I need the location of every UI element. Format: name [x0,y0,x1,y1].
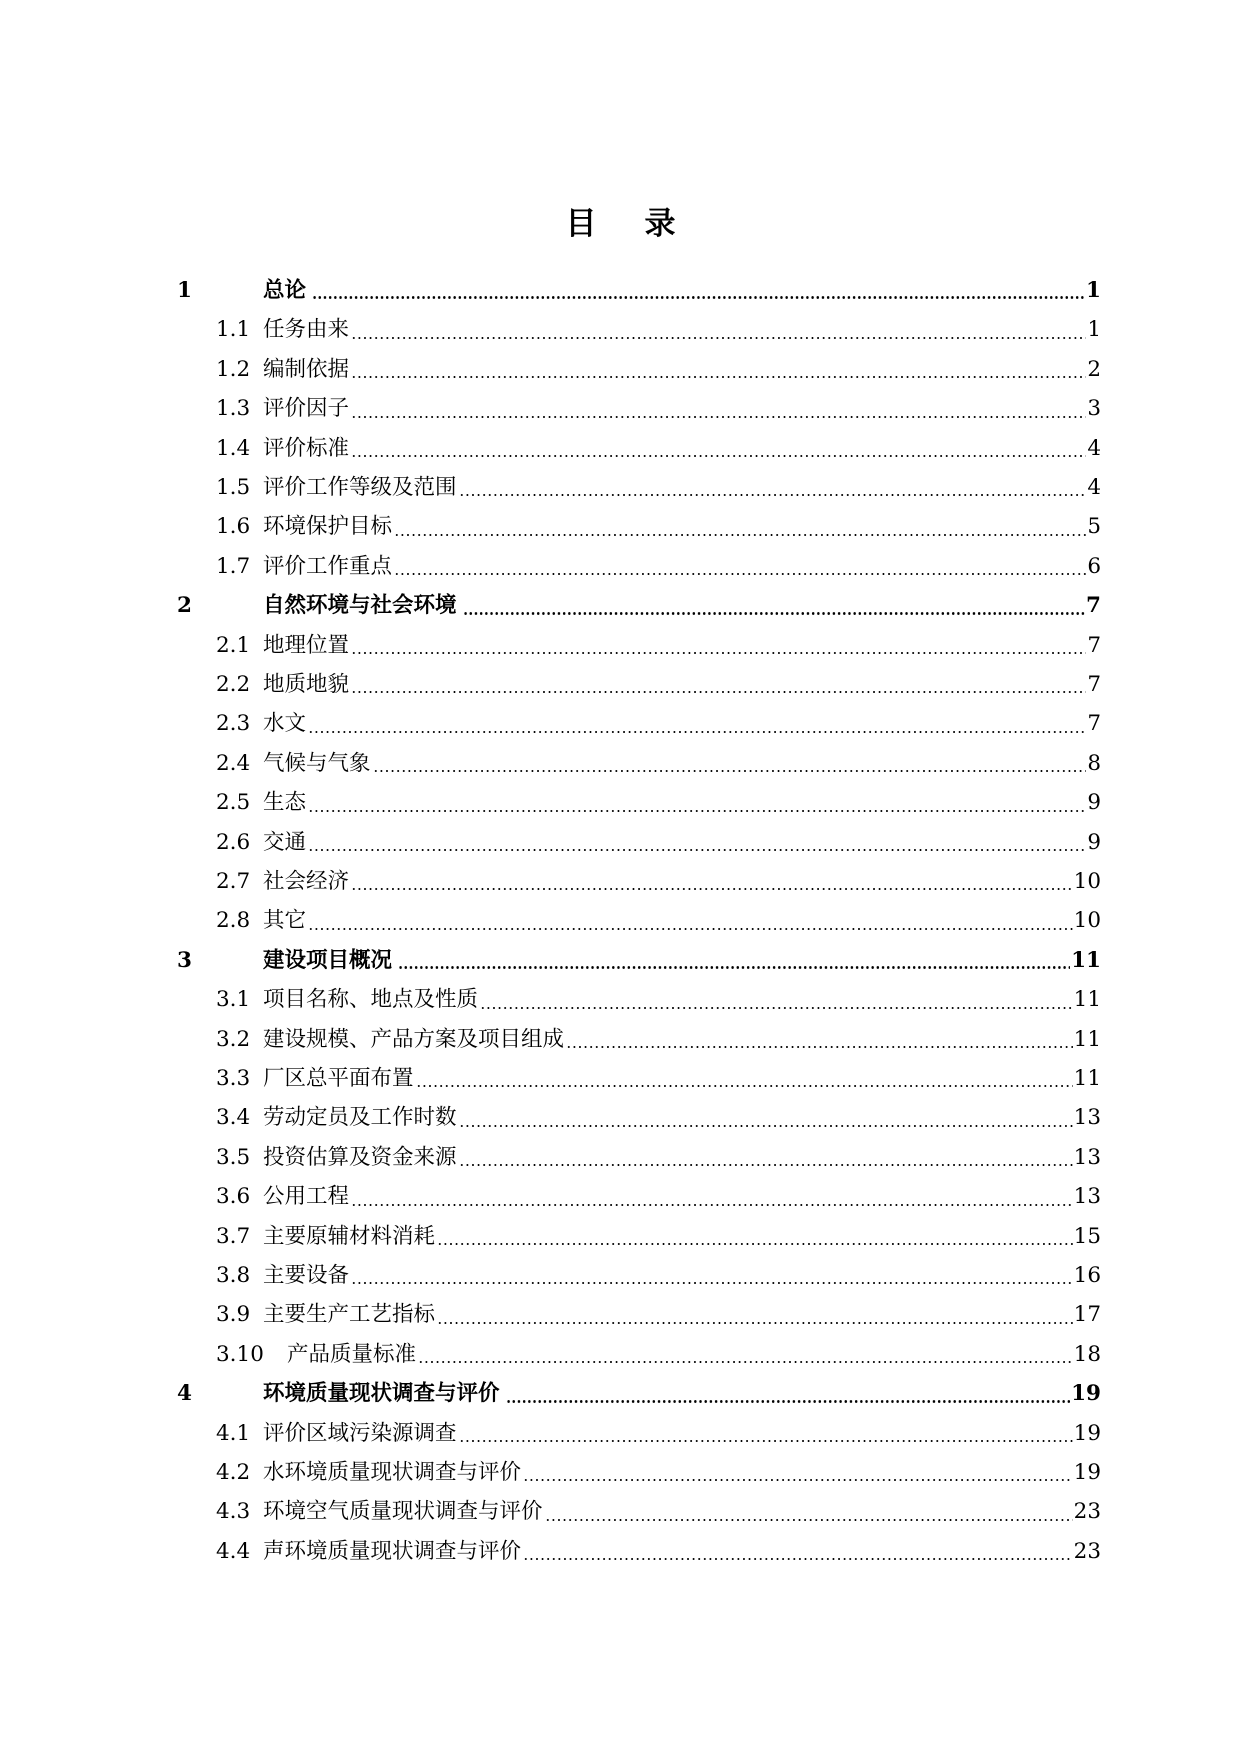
toc-title [0,204,1241,244]
toc-section-entry[interactable] [0,901,1241,940]
toc-entry-number: 2.2 [216,672,251,697]
toc-section-entry[interactable] [0,389,1241,428]
toc-entry-number: 2.4 [216,750,251,776]
toc-entry-title: 水环境质量现状调查与评价 [263,1460,522,1485]
toc-entry-title: 评价工作等级及范围 [263,475,457,500]
toc-entry-page: 4 [1087,435,1101,461]
toc-entry-page: 23 [1073,1499,1101,1525]
toc-dot-leader [351,888,1073,890]
toc-section-entry[interactable] [0,1217,1241,1256]
toc-section-entry[interactable] [0,1335,1241,1374]
toc-entry-page: 1 [1086,278,1101,303]
toc-dot-leader [351,376,1086,378]
toc-entry-title: 项目名称、地点及性质 [263,987,479,1013]
toc-dot-leader [351,416,1086,418]
toc-entry-page: 6 [1087,553,1101,579]
toc-entry-title: 声环境质量现状调查与评价 [263,1538,522,1564]
toc-entry-title: 产品质量标准 [287,1341,417,1367]
toc-entry-title: 主要生产工艺指标 [263,1302,436,1328]
toc-dot-leader [506,1400,1071,1403]
toc-entry-number: 4 [177,1381,192,1407]
toc-dot-leader [373,770,1087,772]
toc-entry-number: 1.6 [216,514,251,540]
toc-entry-title: 评价工作重点 [263,553,393,579]
toc-dot-leader [394,534,1086,536]
toc-entry-number: 1.4 [216,435,251,461]
toc-entry-title: 其它 [263,908,307,934]
toc-entry-number: 3.10 [216,1341,264,1367]
toc-dot-leader [308,928,1073,930]
toc-entry-number: 1.1 [216,317,251,343]
toc-dot-leader [351,1282,1073,1284]
toc-entry-number: 3.8 [216,1263,251,1288]
toc-entry-title: 社会经济 [263,869,350,894]
toc-entry-page: 16 [1073,1263,1101,1288]
toc-entry-title: 厂区总平面布置 [263,1066,414,1091]
toc-section-entry[interactable] [0,1020,1241,1059]
toc-entry-title: 评价因子 [263,396,350,422]
toc-entry-title: 投资估算及资金来源 [263,1144,457,1170]
toc-entry-number: 1.7 [216,553,251,579]
toc-dot-leader [459,1164,1073,1166]
toc-title-char-2: 录 [644,206,676,242]
toc-entry-page: 9 [1087,790,1101,816]
toc-section-entry[interactable] [0,665,1241,704]
toc-entry-title: 水文 [263,711,307,737]
toc-entry-page: 13 [1073,1105,1101,1131]
toc-entry-number: 3.7 [216,1223,251,1249]
toc-entry-title: 自然环境与社会环境 [263,593,457,619]
toc-entry-title: 环境保护目标 [263,514,393,540]
toc-dot-leader [463,612,1086,615]
toc-dot-leader [480,1007,1073,1009]
toc-entry-title: 任务由来 [263,317,350,343]
toc-entry-number: 1.3 [216,396,251,422]
toc-section-entry[interactable] [0,626,1241,665]
toc-entry-number: 2.7 [216,869,251,894]
toc-entry-title: 环境空气质量现状调查与评价 [263,1499,543,1525]
toc-entry-page: 11 [1073,1026,1101,1052]
toc-entry-page: 13 [1073,1144,1101,1170]
toc-entry-page: 19 [1073,1420,1101,1446]
toc-section-entry[interactable] [0,862,1241,901]
toc-dot-leader [418,1361,1073,1363]
toc-entry-page: 19 [1071,1381,1101,1407]
toc-entry-title: 评价区域污染源调查 [263,1420,457,1446]
toc-entry-title: 地质地貌 [263,672,350,697]
toc-section-entry[interactable] [0,783,1241,822]
toc-entry-title: 地理位置 [263,632,350,658]
toc-section-entry[interactable] [0,1492,1241,1531]
toc-section-entry[interactable] [0,350,1241,389]
toc-entry-title: 公用工程 [263,1184,350,1210]
toc-dot-leader [545,1519,1073,1521]
toc-entry-page: 10 [1073,869,1101,894]
toc-entry-title: 编制依据 [263,356,350,382]
toc-section-entry[interactable] [0,429,1241,468]
toc-section-entry[interactable] [0,1098,1241,1137]
toc-entry-number: 2.8 [216,908,251,934]
toc-entry-number: 4.2 [216,1460,251,1485]
toc-dot-leader [308,849,1086,851]
toc-entry-number: 2.1 [216,632,251,658]
toc-section-entry[interactable] [0,310,1241,349]
toc-section-entry[interactable] [0,547,1241,586]
toc-entry-page: 9 [1087,829,1101,855]
toc-entry-page: 11 [1071,947,1101,973]
toc-entry-page: 13 [1073,1184,1101,1210]
toc-entry-number: 3 [177,947,192,973]
toc-entry-title: 环境质量现状调查与评价 [263,1381,500,1407]
toc-entry-page: 18 [1073,1341,1101,1367]
toc-chapter-entry[interactable] [0,941,1241,980]
toc-entry-page: 19 [1073,1460,1101,1485]
toc-entry-page: 3 [1087,396,1101,422]
toc-entry-page: 8 [1087,750,1101,776]
toc-entry-title: 建设规模、产品方案及项目组成 [263,1026,565,1052]
toc-chapter-entry[interactable] [0,271,1241,310]
toc-dot-leader [398,966,1070,969]
toc-dot-leader [351,455,1086,457]
toc-entry-title: 总论 [263,278,307,303]
toc-dot-leader [459,494,1087,496]
toc-entry-number: 3.4 [216,1105,251,1131]
toc-dot-leader [459,1440,1073,1442]
toc-entry-page: 10 [1073,908,1101,934]
toc-dot-leader [437,1322,1073,1324]
toc-dot-leader [437,1243,1073,1245]
toc-title-char-1: 目 [565,206,597,242]
toc-entry-title: 劳动定员及工作时数 [263,1105,457,1131]
toc-entry-page: 7 [1087,632,1101,658]
toc-entry-number: 1.5 [216,475,251,500]
toc-entry-page: 1 [1087,317,1101,343]
toc-entry-number: 3.5 [216,1144,251,1170]
toc-section-entry[interactable] [0,1453,1241,1492]
toc-entry-title: 交通 [263,829,307,855]
toc-entry-page: 15 [1073,1223,1101,1249]
toc-entry-page: 17 [1073,1302,1101,1328]
toc-entry-number: 4.3 [216,1499,251,1525]
toc-entry-number: 2.6 [216,829,251,855]
toc-chapter-entry[interactable] [0,1374,1241,1413]
toc-dot-leader [459,1125,1073,1127]
toc-entry-number: 3.1 [216,987,251,1013]
toc-section-entry[interactable] [0,468,1241,507]
toc-dot-leader [351,337,1086,339]
toc-entry-title: 建设项目概况 [263,947,393,973]
toc-entry-number: 2 [177,593,192,619]
toc-entry-number: 4.1 [216,1420,251,1446]
toc-entry-page: 7 [1087,672,1101,697]
toc-section-entry[interactable] [0,1256,1241,1295]
toc-section-entry[interactable] [0,744,1241,783]
toc-entry-number: 1 [177,278,192,303]
toc-dot-leader [312,296,1085,299]
toc-entry-title: 主要设备 [263,1263,350,1288]
toc-section-entry[interactable] [0,1414,1241,1453]
toc-section-entry[interactable] [0,1059,1241,1098]
toc-entry-page: 4 [1087,475,1101,500]
toc-entry-page: 2 [1087,356,1101,382]
toc-dot-leader [523,1558,1073,1560]
toc-dot-leader [351,652,1086,654]
toc-entry-title: 生态 [263,790,307,816]
toc-entry-page: 5 [1087,514,1101,540]
toc-dot-leader [351,691,1086,693]
toc-section-entry[interactable] [0,823,1241,862]
toc-entry-page: 23 [1073,1538,1101,1564]
toc-dot-leader [351,1204,1073,1206]
toc-dot-leader [416,1085,1073,1087]
toc-entry-title: 评价标准 [263,435,350,461]
toc-section-entry[interactable] [0,1177,1241,1216]
toc-entry-number: 3.6 [216,1184,251,1210]
toc-entry-number: 3.2 [216,1026,251,1052]
toc-dot-leader [308,731,1086,733]
toc-entry-page: 11 [1073,1066,1101,1091]
toc-entry-number: 1.2 [216,356,251,382]
toc-entry-number: 3.3 [216,1066,251,1091]
toc-section-entry[interactable] [0,1295,1241,1334]
toc-section-entry[interactable] [0,980,1241,1019]
toc-dot-leader [566,1046,1073,1048]
toc-dot-leader [523,1479,1073,1481]
toc-entry-title: 主要原辅材料消耗 [263,1223,436,1249]
toc-dot-leader [394,573,1086,575]
toc-entry-number: 2.5 [216,790,251,816]
toc-section-entry[interactable] [0,1138,1241,1177]
toc-section-entry[interactable] [0,1532,1241,1571]
toc-chapter-entry[interactable] [0,586,1241,625]
toc-section-entry[interactable] [0,704,1241,743]
toc-entry-number: 4.4 [216,1538,251,1564]
toc-section-entry[interactable] [0,507,1241,546]
toc-entry-number: 3.9 [216,1302,251,1328]
toc-entry-page: 7 [1086,593,1101,619]
toc-dot-leader [308,810,1086,812]
toc-entry-number: 2.3 [216,711,251,737]
toc-entry-page: 11 [1073,987,1101,1013]
toc-entry-page: 7 [1087,711,1101,737]
toc-entry-title: 气候与气象 [263,750,371,776]
